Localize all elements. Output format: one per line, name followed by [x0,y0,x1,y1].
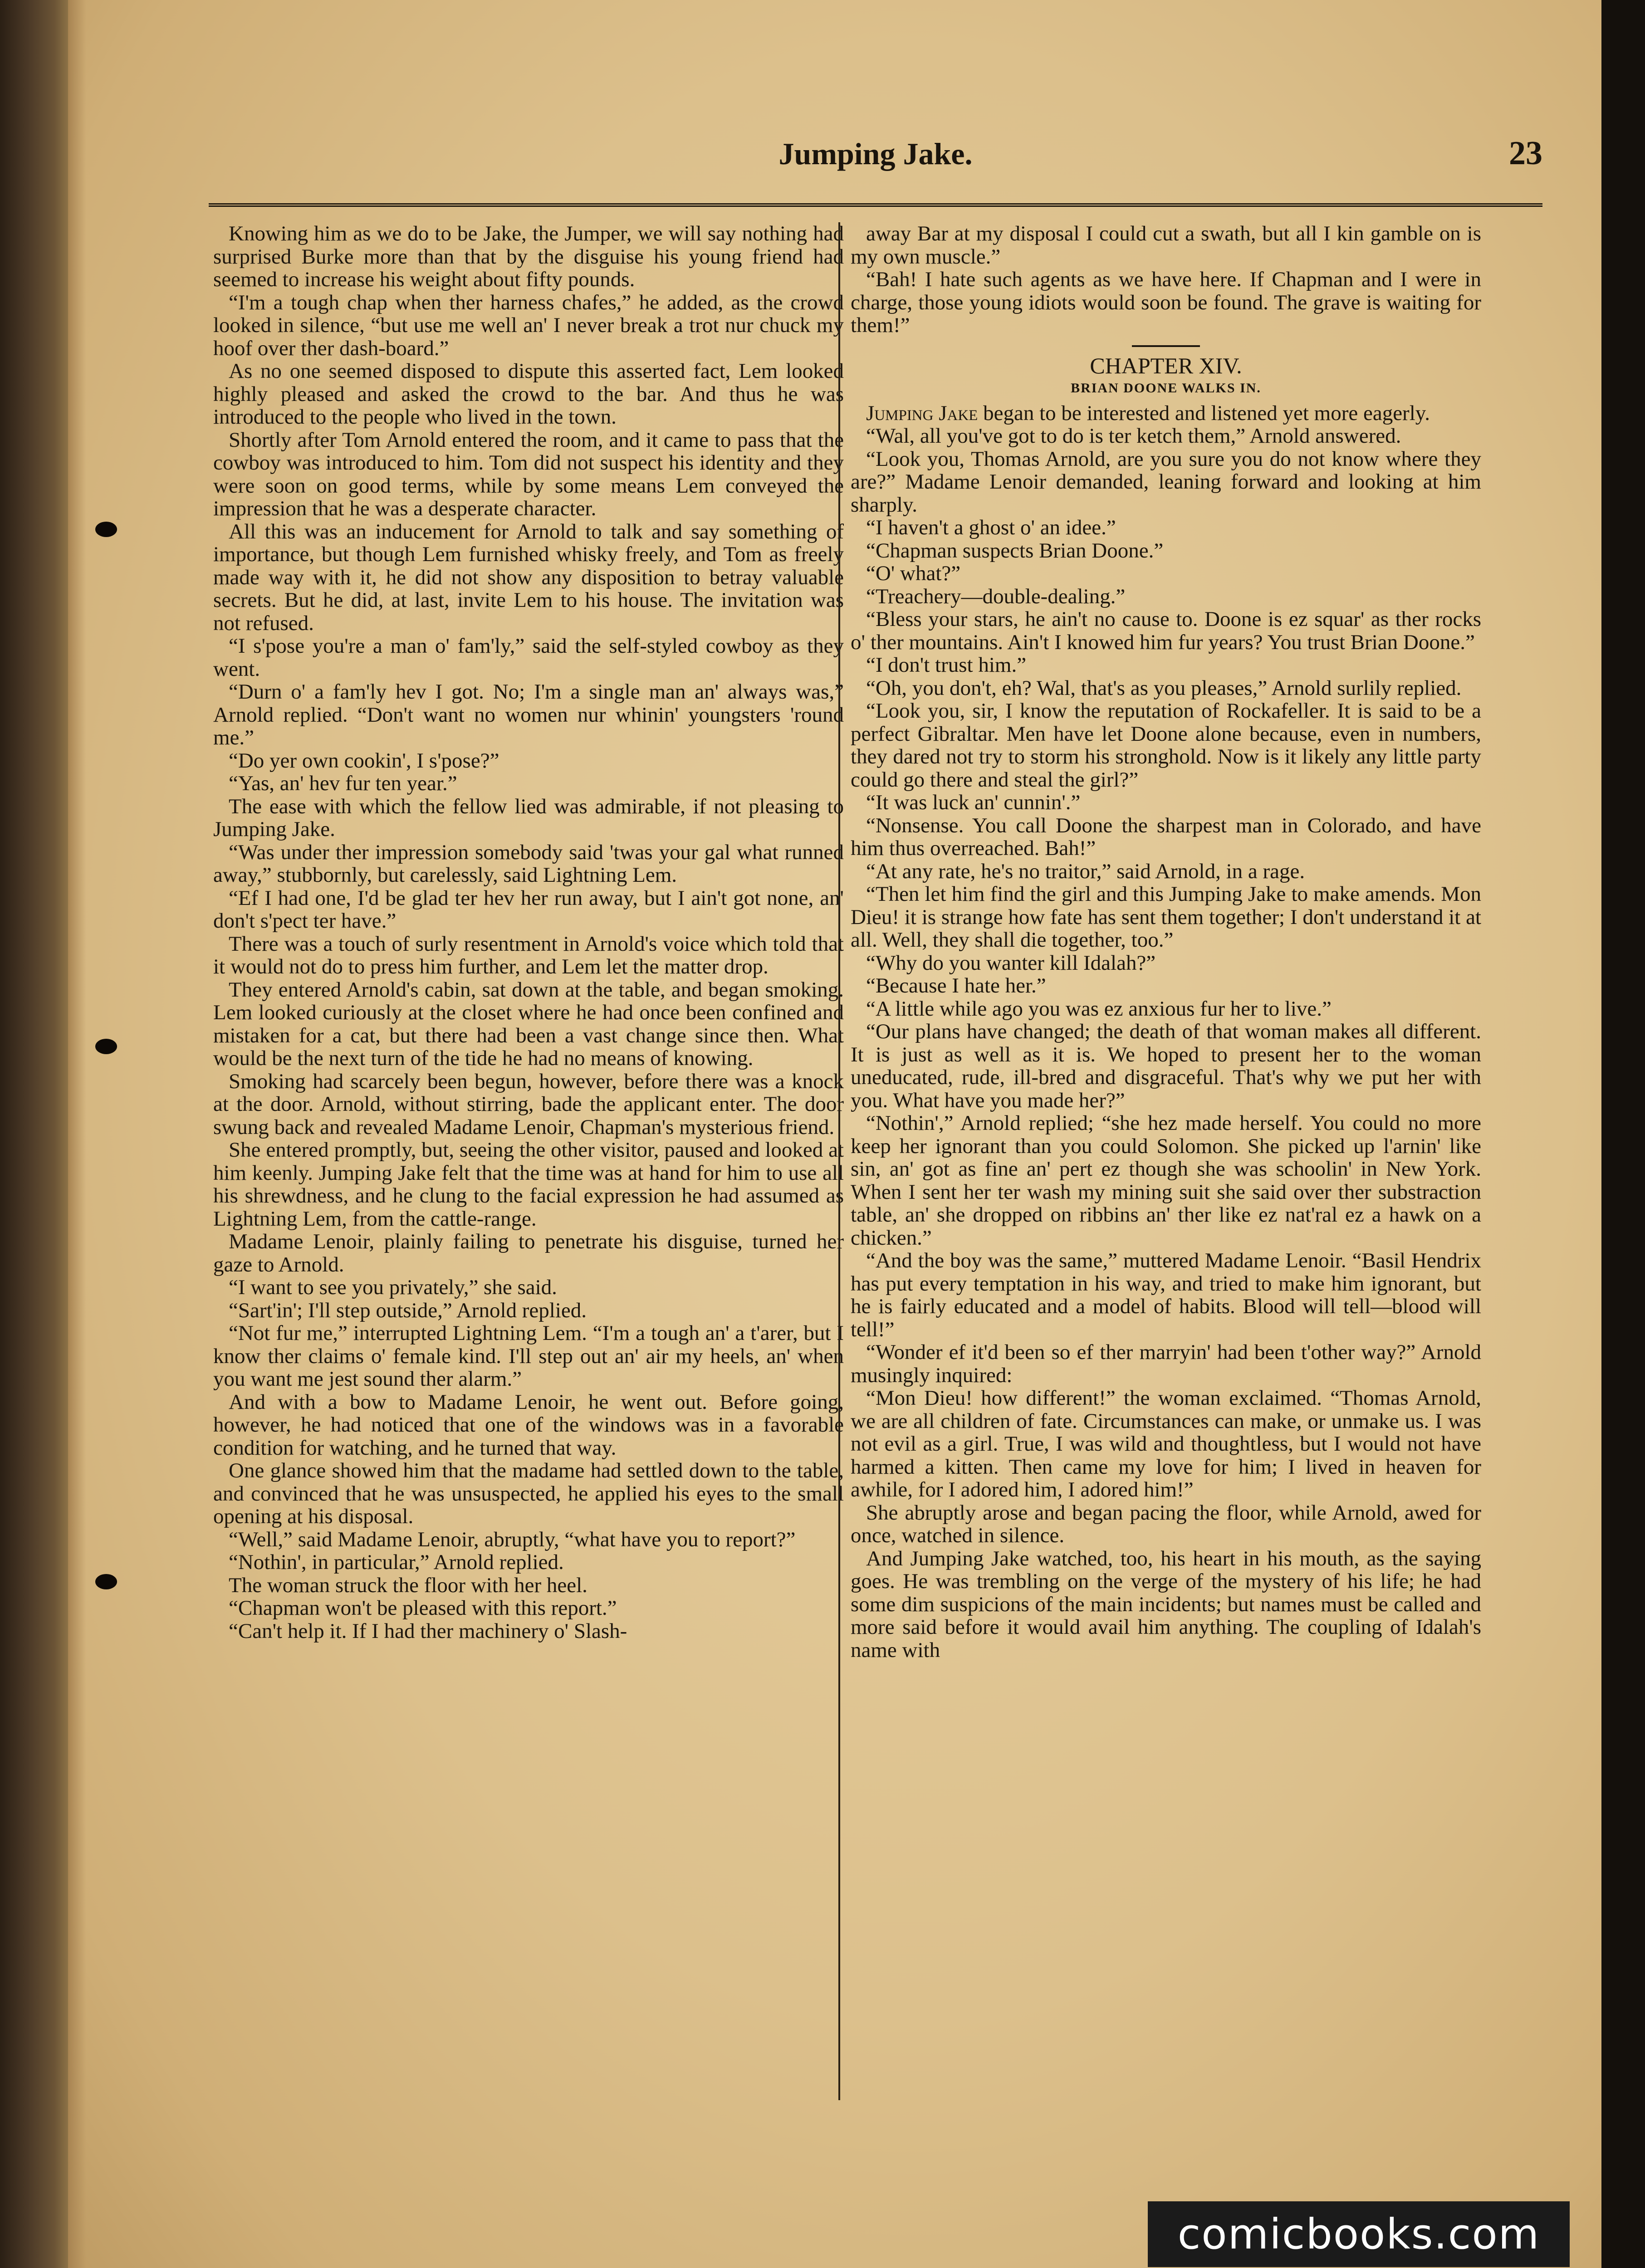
paragraph: “Why do you wanter kill Idalah?” [866,951,1156,975]
paragraph: Knowing him as we do to be Jake, the Jumper, we will say nothing had surprised Burke more than that by the disguise his young friend had seemed to increase his weight about fifty pounds. [213,222,844,291]
paragraph: “Well,” said Madame Lenoir, abruptly, “what have you to report?” [229,1527,796,1551]
paragraph: “Chapman suspects Brian Doone.” [866,538,1164,562]
paragraph: “Our plans have changed; the death of that woman makes all different. It is just as well as it is. We hoped to present her to the woman uneducated, rude, ill-bred and disgraceful. That's why we put her with you. What have you made her?” [851,1020,1481,1112]
paragraph: “I s'pose you're a man o' fam'ly,” said the self-styled cowboy as they went. [213,634,844,681]
chapter-subtitle: BRIAN DOONE WALKS IN. [1071,381,1261,396]
paragraph: There was a touch of surly resentment in Arnold's voice which told that it would not do to press him further, and Lem let the matter drop. [213,932,844,978]
paragraph: Smoking had scarcely been begun, however, before there was a knock at the door. Arnold, without stirring, bade the applicant enter. The door swung back and revealed Madame Lenoir, Chapman's mysterious friend. [213,1069,844,1139]
paragraph: One glance showed him that the madame had settled down to the table, and convinced that he was unsuspected, he applied his eyes to the small opening at his disposal. [213,1459,844,1528]
column-divider [838,222,840,2100]
right-column [851,222,1481,2232]
paragraph: “Do yer own cookin', I s'pose?” [229,748,499,772]
paragraph: “Ef I had one, I'd be glad ter hev her run away, but I ain't got none, an' don't s'pect ter have.” [213,886,844,933]
paragraph: “Sart'in'; I'll step outside,” Arnold replied. [229,1298,587,1322]
paragraph: “Mon Dieu! how different!” the woman exclaimed. “Thomas Arnold, we are all children of fate. Circumstances can make, or unmake us. I was not evil as a girl. True, I was wild and thoughtless, but I would not have harmed a kitten. Then came my love for him; I lived in heaven for awhile, for I adored him, I adored him!” [851,1386,1481,1501]
watermark-logo: comicbooks.com [1148,2201,1570,2267]
paragraph: “Look you, sir, I know the reputation of Rockafeller. It is said to be a perfect Gibraltar. Men have let Doone alone because, even in numbers, they dared not try to storm his stronghold. Now is it likely any little party could go there and steal the girl?” [851,699,1481,792]
paragraph: “Yas, an' hev fur ten year.” [229,772,457,795]
left-column [213,222,844,2232]
paragraph: “Can't help it. If I had ther machinery o' Slash- [229,1619,627,1643]
book-page [68,0,1601,2268]
paragraph: “Wal, all you've got to do is ter ketch them,” Arnold answered. [866,424,1401,448]
paragraph: “And the boy was the same,” muttered Madame Lenoir. “Basil Hendrix has put every temptation in his way, and tried to make him ignorant, but he is fairly educated and a model of habits. Blood will tell—blood will tell!” [851,1249,1481,1341]
paragraph: “I don't trust him.” [866,653,1027,677]
paragraph: “Wonder ef it'd been so ef ther marryin' had been t'other way?” Arnold musingly inquired: [851,1340,1481,1387]
paragraph: As no one seemed disposed to dispute this asserted fact, Lem looked highly pleased and asked the crowd to the bar. And thus he was introduced to the people who lived in the town. [213,359,844,429]
binding-hole [95,522,117,537]
paragraph: The ease with which the fellow lied was admirable, if not pleasing to Jumping Jake. [213,794,844,841]
right-column-body [851,425,1481,1662]
paragraph: “Not fur me,” interrupted Lightning Lem. “I'm a tough an' a t'arer, but I know ther claims o' female kind. I'll step out an' air my heels, an' when you want me jest sound ther alarm.” [213,1321,844,1391]
paragraph: “Durn o' a fam'ly hev I got. No; I'm a single man an' always was,” Arnold replied. “Don't want no women nur whinin' youngsters 'round me.” [213,680,844,749]
paragraph: “O' what?” [866,562,961,585]
paragraph: The woman struck the floor with her heel. [229,1573,588,1597]
paragraph: “Bah! I hate such agents as we have here. If Chapman and I were in charge, those young idiots would soon be found. The grave is waiting for them!” [851,268,1481,337]
paragraph: “I want to see you privately,” she said. [229,1276,557,1299]
paragraph: “Oh, you don't, eh? Wal, that's as you pleases,” Arnold surlily replied. [866,676,1462,700]
paragraph: “I haven't a ghost o' an idee.” [866,516,1116,539]
page-header [209,132,1542,186]
book-binding [0,0,68,2268]
paragraph: Madame Lenoir, plainly failing to penetrate his disguise, turned her gaze to Arnold. [213,1230,844,1276]
lead-rest: began to be interested and listened yet more eagerly. [978,401,1430,425]
paragraph: away Bar at my disposal I could cut a swath, but all I kin gamble on is my own muscle.” [851,222,1481,269]
lead-smallcaps: Jumping Jake [866,401,978,425]
paragraph: “Treachery—double-dealing.” [866,584,1126,608]
paragraph: She abruptly arose and began pacing the floor, while Arnold, awed for once, watched in silence. [851,1501,1481,1547]
paragraph: They entered Arnold's cabin, sat down at the table, and began smoking. Lem looked curiously at the closet where he had once been confined and mistaken for a cat, but there had been a vast change since then. What would be the next turn of the tide he had no means of knowing. [213,978,844,1070]
binding-hole [95,1039,117,1054]
paragraph: “It was luck an' cunnin'.” [866,791,1081,814]
paragraph: And with a bow to Madame Lenoir, he went out. Before going, however, he had noticed that one of the windows was in a favorable condition for watching, and he turned that way. [213,1390,844,1460]
paragraph: “Nonsense. You call Doone the sharpest man in Colorado, and have him thus overreached. Bah!” [851,813,1481,860]
paragraph: Shortly after Tom Arnold entered the room, and it came to pass that the cowboy was introduced to him. Tom did not suspect his identity and they were soon on good terms, while by some means Lem conveyed the impression that he was a desperate character. [213,428,844,520]
chapter-lead-paragraph [851,402,1481,425]
chapter-rule [1132,345,1200,347]
paragraph: “At any rate, he's no traitor,” said Arnold, in a rage. [866,859,1305,883]
binding-hole [95,1574,117,1589]
paragraph: “Bless your stars, he ain't no cause to. Doone is ez squar' as ther rocks o' ther mountains. Ain't I knowed him fur years? You trust Brian Doone.” [851,607,1481,654]
page-edge-shadow [68,0,86,2268]
paragraph: “Then let him find the girl and this Jumping Jake to make amends. Mon Dieu! it is strange how fate has sent them together; I don't understand it at all. Well, they shall die together, too.” [851,882,1481,952]
paragraph: “Look you, Thomas Arnold, are you sure you do not know where they are?” Madame Lenoir demanded, leaning forward and looking at him sharply. [851,447,1481,517]
paragraph: And Jumping Jake watched, too, his heart in his mouth, as the saying goes. He was trembling on the verge of the mystery of his life; he had some dim suspicions of the main incidents; but names must be called and more said before it would avail him anything. The coupling of Idalah's name with [851,1546,1481,1662]
paragraph: “Chapman won't be pleased with this report.” [229,1596,617,1620]
paragraph: “Because I hate her.” [866,974,1046,997]
paragraph: “A little while ago you was ez anxious fur her to live.” [866,997,1332,1021]
header-rule [209,203,1542,207]
chapter-title: CHAPTER XIV. [1090,352,1242,378]
right-column-opening [851,222,1481,337]
paragraph: All this was an inducement for Arnold to talk and say something of importance, but though Lem furnished whisky freely, and Tom as freely made way with it, he did not show any disposition to betray valuable secrets. But he did, at last, invite Lem to his house. The invitation was not refused. [213,519,844,635]
page-number: 23 [1509,135,1542,172]
paragraph: “I'm a tough chap when ther harness chafes,” he added, as the crowd looked in silence, “but use me well an' I never break a trot nur chuck my hoof over ther dash-board.” [213,290,844,360]
paragraph: “Was under ther impression somebody said 'twas your gal what runned away,” stubbornly, but carelessly, said Lightning Lem. [213,840,844,887]
paragraph: She entered promptly, but, seeing the other visitor, paused and looked at him keenly. Jumping Jake felt that the time was at hand for him to use all his shrewdness, and he clung to the facial expression he had assumed as Lightning Lem, from the cattle-range. [213,1138,844,1231]
paragraph: “Nothin', in particular,” Arnold replied. [229,1550,564,1574]
running-title: Jumping Jake. [778,137,973,171]
paragraph: “Nothin',” Arnold replied; “she hez made herself. You could no more keep her ignorant than you could Solomon. She picked up l'arnin' like sin, an' got as fine an' pert ez though she was schoolin' in New York. When I sent her ter wash my mining suit she said over ther substraction table, an' she dropped on ribbins an' ther like ez nat'ral ez a hawk on a chicken.” [851,1111,1481,1250]
